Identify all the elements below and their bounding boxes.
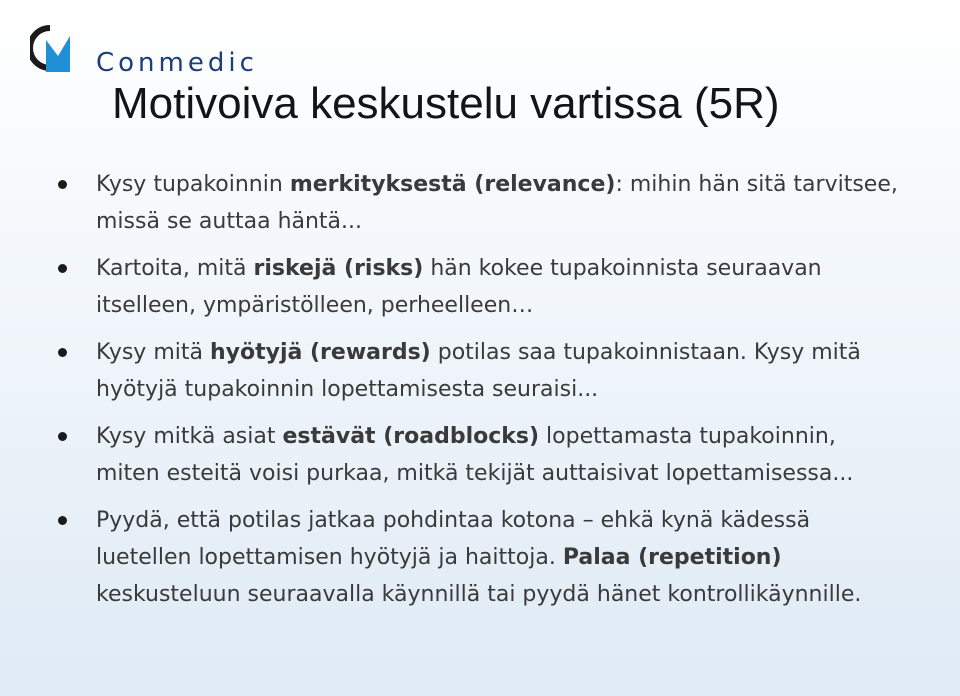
bullet-dot-icon <box>58 264 67 273</box>
conmedic-logo-mark-icon <box>30 22 82 74</box>
bullet-item <box>0 418 900 492</box>
bullet-keyword: Palaa (repetition) <box>562 545 782 570</box>
bullet-text: lopettamasta tupakoinnin, miten esteitä voisi purkaa, mitkä tekijät auttaisivat lopettamisessa... <box>96 424 854 486</box>
bullet-text: potilas saa tupakoinnistaan. Kysy mitä hyötyjä tupakoinnin lopettamisesta seuraisi... <box>96 340 861 402</box>
bullet-dot-icon <box>58 516 67 525</box>
bullet-text: Kartoita, mitä <box>96 256 254 281</box>
bullet-dot-icon <box>58 348 67 357</box>
bullet-text: Kysy tupakoinnin <box>96 172 290 197</box>
bullet-text: hän kokee tupakoinnista seuraavan itselleen, ympäristölleen, perheelleen… <box>96 256 822 318</box>
bullet-keyword: merkityksestä (relevance) <box>289 172 616 197</box>
brand-name: Conmedic <box>96 48 258 78</box>
bullet-keyword: estävät (roadblocks) <box>282 424 540 449</box>
bullet-dot-icon <box>58 180 67 189</box>
conmedic-logo <box>30 22 270 78</box>
bullet-text: Pyydä, että potilas jatkaa pohdintaa kotona – ehkä kynä kädessä luetellen lopettamisen hyötyjä ja haittoja. <box>96 508 811 570</box>
bullet-item <box>0 250 900 324</box>
bullet-item <box>0 502 900 613</box>
bullet-text: Kysy mitkä asiat <box>96 424 283 449</box>
bullet-item <box>0 334 900 408</box>
slide-title: Motivoiva keskustelu vartissa (5R) <box>112 79 780 128</box>
bullet-text: keskusteluun seuraavalla käynnillä tai pyydä hänet kontrollikäynnille. <box>96 582 862 607</box>
bullet-list <box>0 166 900 623</box>
bullet-item <box>0 166 900 240</box>
bullet-text: : mihin hän sitä tarvitsee, missä se auttaa häntä... <box>96 172 898 234</box>
bullet-dot-icon <box>58 432 67 441</box>
bullet-keyword: riskejä (risks) <box>253 256 424 281</box>
bullet-text: Kysy mitä <box>96 340 210 365</box>
bullet-keyword: hyötyjä (rewards) <box>209 340 431 365</box>
